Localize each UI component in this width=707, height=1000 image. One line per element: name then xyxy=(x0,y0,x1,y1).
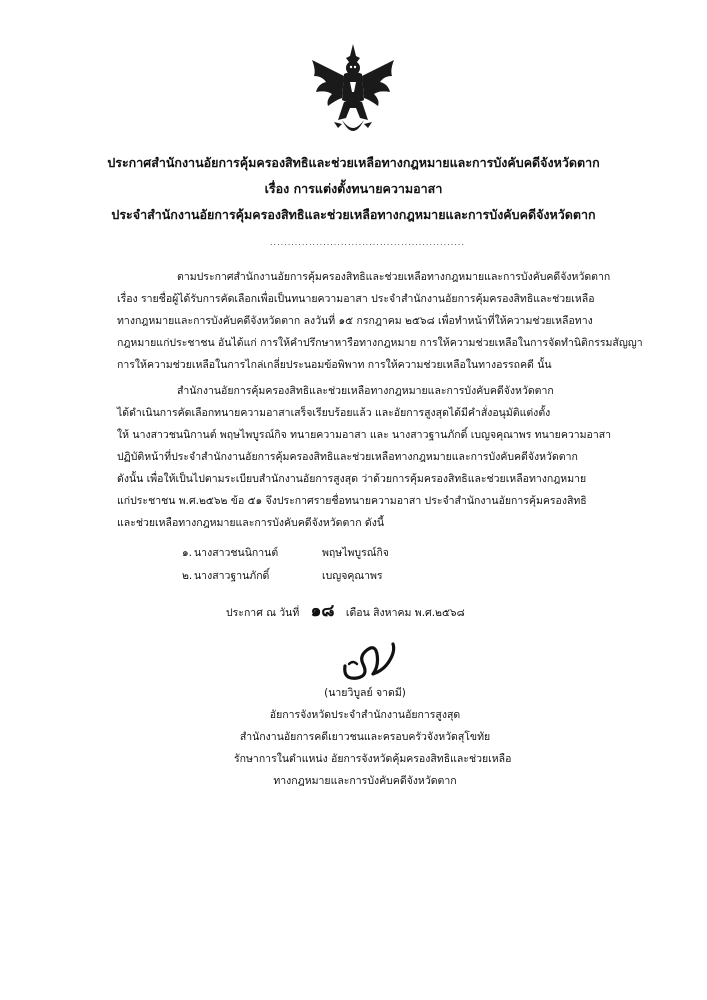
announcement-prefix: ประกาศ ณ วันที่ xyxy=(226,607,300,619)
paragraph-2-line: ได้ดำเนินการคัดเลือกทนายความอาสาเสร็จเรียบร้อยแล้ว และอัยการสูงสุดได้มีคำสั่งอนุมัติแต่งตั้ง xyxy=(117,407,551,419)
title-line-2: เรื่อง การแต่งตั้งทนายความอาสา xyxy=(264,181,443,196)
signer-position-2: สำนักงานอัยการคดีเยาวชนและครอบครัวจังหวัดสุโขทัย xyxy=(239,731,491,743)
announcement-month-label: เดือน xyxy=(345,607,370,619)
appointee-given-name: นางสาวชนนิกานต์ xyxy=(194,547,279,559)
garuda-emblem-icon xyxy=(308,42,398,142)
paragraph-2 xyxy=(117,380,617,534)
signer-name: (นายวิบูลย์ จาดมี) xyxy=(324,687,406,699)
announcement-date xyxy=(226,597,465,624)
handwritten-signature xyxy=(335,640,405,682)
document-title xyxy=(40,150,667,228)
signer-position-1: อัยการจังหวัดประจำสำนักงานอัยการสูงสุด xyxy=(269,709,461,721)
title-line-1: ประกาศสำนักงานอัยการคุ้มครองสิทธิและช่วยเหลือทางกฎหมายและการบังคับคดีจังหวัดตาก xyxy=(107,155,600,170)
paragraph-2-line: แก่ประชาชน พ.ศ.๒๕๖๒ ข้อ ๕๑ จึงประกาศรายชื่อทนายความอาสา ประจำสำนักงานอัยการคุ้มครองสิทธิ xyxy=(117,495,587,507)
paragraph-2-line: ให้ นางสาวชนนิกานต์ พฤษไพบูรณ์กิจ ทนายความอาสา และ นางสาวฐานภักดิ์ เบญจคุณาพร ทนายความอาสา xyxy=(117,429,612,441)
signer-position-4: ทางกฎหมายและการบังคับคดีจังหวัดตาก xyxy=(273,775,457,787)
announcement-day: ๑๘ xyxy=(310,601,335,621)
appointee-list xyxy=(182,542,389,588)
separator-dots: ....................................................... xyxy=(270,238,465,247)
paragraph-2-line: ปฏิบัติหน้าที่ประจำสำนักงานอัยการคุ้มครองสิทธิและช่วยเหลือทางกฎหมายและการบังคับคดีจังหวัดตาก xyxy=(117,451,578,463)
appointee-number: ๒. xyxy=(182,570,193,582)
announcement-month: สิงหาคม xyxy=(373,607,412,619)
paragraph-2-line: ดังนั้น เพื่อให้เป็นไปตามระเบียบสำนักงานอัยการสูงสุด ว่าด้วยการคุ้มครองสิทธิและช่วยเหลือทางกฎหมาย xyxy=(117,473,587,485)
appointee-given-name: นางสาวฐานภักดิ์ xyxy=(194,570,270,582)
title-line-3: ประจำสำนักงานอัยการคุ้มครองสิทธิและช่วยเหลือทางกฎหมายและการบังคับคดีจังหวัดตาก xyxy=(111,207,596,222)
appointee-family-name: พฤษไพบูรณ์กิจ xyxy=(322,547,389,559)
signer-block xyxy=(230,682,512,792)
paragraph-1 xyxy=(117,266,643,376)
paragraph-2-line: และช่วยเหลือทางกฎหมายและการบังคับคดีจังหวัดตาก ดังนี้ xyxy=(117,517,385,529)
paragraph-1-line: การให้ความช่วยเหลือในการไกล่เกลี่ยประนอมข้อพิพาท การให้ความช่วยเหลือในทางอรรถคดี นั้น xyxy=(117,359,552,371)
appointee-number: ๑. xyxy=(182,547,193,559)
appointee-row xyxy=(182,565,389,588)
paragraph-2-line: สำนักงานอัยการคุ้มครองสิทธิและช่วยเหลือทางกฎหมายและการบังคับคดีจังหวัดตาก xyxy=(177,385,554,397)
announcement-year: พ.ศ.๒๕๖๘ xyxy=(414,607,465,619)
paragraph-1-line: ทางกฎหมายและการบังคับคดีจังหวัดตาก ลงวันที่ ๑๕ กรกฎาคม ๒๕๖๘ เพื่อทำหน้าที่ให้ความช่วยเหลือทาง xyxy=(117,315,593,327)
appointee-family-name: เบญจคุณาพร xyxy=(322,570,383,582)
paragraph-1-line: ตามประกาศสำนักงานอัยการคุ้มครองสิทธิและช่วยเหลือทางกฎหมายและการบังคับคดีจังหวัดตาก xyxy=(177,271,611,283)
signer-position-3: รักษาการในตำแหน่ง อัยการจังหวัดคุ้มครองสิทธิและช่วยเหลือ xyxy=(234,753,512,765)
paragraph-1-line: เรื่อง รายชื่อผู้ได้รับการคัดเลือกเพื่อเป็นทนายความอาสา ประจำสำนักงานอัยการคุ้มครองสิทธิและช่วยเหลือ xyxy=(117,293,595,305)
appointee-row xyxy=(182,542,389,565)
paragraph-1-line: กฎหมายแก่ประชาชน อันได้แก่ การให้คำปรึกษาหารือทางกฎหมาย การให้ความช่วยเหลือในการจัดทำนิติกรรมสัญญา xyxy=(117,337,643,349)
